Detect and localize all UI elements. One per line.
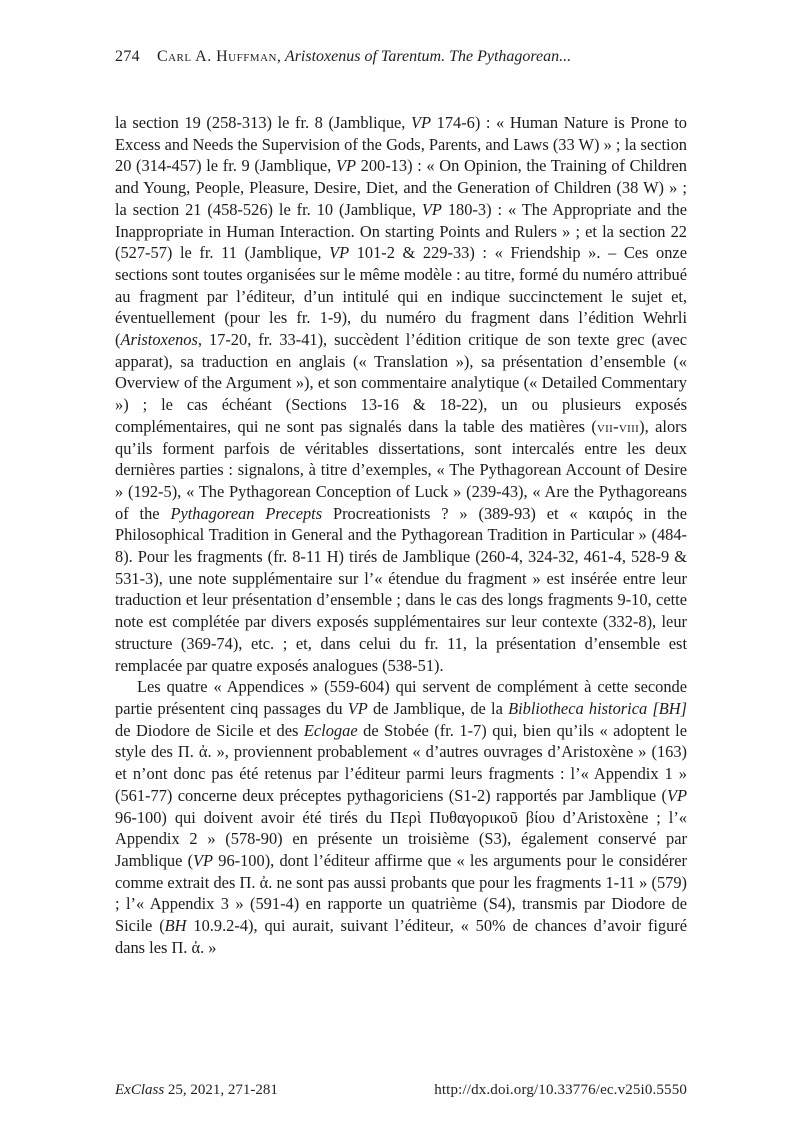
text-segment: ), alors qu’ils forment parfois de véritables dissertations, sont intercalés entre les deux dernières parties : signalons, à titre d’exemples, « The Pythagorean Account of Desire » (192-5), « The Pythagorean Conception of Luck » (239-43), « Are the Pythagoreans of the [115,416,687,523]
text-segment: Procreationists ? » (389-93) et « καιρός in the Philosophical Tradition in General and the Pythagorean Tradition in Particular » (484-8). Pour les fragments (fr. 8-11 H) tirés de Jamblique (260-4, 324-32, 461-4, 528-9 & 531-3), une note supplémentaire sur l’« étendue du fragment » est insérée entre leur traduction et leur présentation d’ensemble ; dans le cas des longs fragments 9-10, cette note est complétée par divers exposés supplémentaires sur leur contexte (332-8), leur structure (369-74), etc. ; et, dans celui du fr. 11, la présentation d’ensemble est remplacée par quatre exposés analogues (538-51). [115,503,687,675]
text-segment: la section 19 (258-313) le fr. 8 (Jamblique, [115,113,411,132]
text-segment: VP [411,113,432,132]
running-head-separator: , [276,48,285,65]
text-segment: de Stobée (fr. 1-7) qui, bien qu’ils « adoptent le style des Π. ἀ. », proviennent probablement « d’autres ouvrages d’Aristoxène » (163) et n’ont donc pas été retenus par l’éditeur parmi leurs fragments : l’« Appendix 1 » (561-77) concerne deux préceptes pythagoriciens (S1-2) rapportés par Jamblique ( [115,720,687,805]
text-segment: 96-100) qui doivent avoir été tirés du Περὶ Πυθαγορικοῦ βίου d’Aristoxène ; l’« Appendix 2 » (578-90) en présente un troisième (S3), également conservé par Jamblique ( [115,807,687,870]
text-segment: VP [329,243,350,263]
text-segment: Eclogae [303,720,358,740]
text-segment: Pythagorean Precepts [170,503,323,523]
paragraph [115,112,687,676]
text-segment: 174-6) : « Human Nature is Prone to Excess and Needs the Supervision of the Gods, Parents, and Laws (33 W) » ; la section 20 (314-457) le fr. 9 (Jamblique, [115,113,687,176]
text-segment: 180-3) : « The Appropriate and the Inappropriate in Human Interaction. On starting Points and Rulers » ; et la section 22 (527-57) le fr. 11 (Jamblique, [115,199,688,263]
text-segment: 101-2 & 229-33) : « Friendship ». – Ces onze sections sont toutes organisées sur le même modèle : au titre, formé du numéro attribué au fragment par l’éditeur, d’un intitulé qui en indique succinctement le sujet et, éventuellement (pour les fr. 1-9), du numéro du fragment dans l’édition Wehrli ( [115,243,687,350]
paragraph [115,676,687,958]
text-segment: Les quatre « Appendices » (559-604) qui servent de complément à cette seconde partie présentent cinq passages du [115,677,687,718]
text-segment: 10.9.2-4), qui aurait, suivant l’éditeur, « 50% de chances d’avoir figuré dans les Π. ἀ. » [115,916,688,957]
doi-link[interactable]: http://dx.doi.org/10.33776/ec.v25i0.5550 [434,1082,687,1098]
text-segment: VP [666,785,687,805]
text-segment: 25, 2021, 271-281 [164,1082,278,1098]
text-segment: 96-100), dont l’éditeur affirme que « les arguments pour le considérer comme extrait des Π. ἀ. ne sont pas aussi probants que pour les fragments 1-11 » (579) ; l’« Appendix 3 » (591-4) en rapporte un quatrième (S4), transmis par Diodore de Sicile ( [115,850,687,936]
text-segment: de Jamblique, de la [367,698,509,718]
text-segment: VP [335,156,356,176]
text-segment: BH [164,916,187,936]
text-segment: de Diodore de Sicile et des [115,720,304,740]
text-segment: VP [421,199,442,219]
running-head-author: Carl A. Huffman [156,48,277,65]
text-segment: VP [347,698,368,718]
text-segment: Bibliotheca historica [BH] [508,698,687,718]
text-segment: 200-13) : « On Opinion, the Training of Children and Young, People, Pleasure, Desire, Diet, and the Generation of Children (38 W) » ; la section 21 (458-526) le fr. 10 (Jamblique, [115,156,687,219]
page-footer [115,1082,687,1099]
text-segment: Aristoxenos [120,330,198,350]
page-number: 274 [115,48,140,65]
text-segment: VP [193,850,214,870]
review-text [115,112,687,958]
journal-citation [115,1082,278,1099]
running-head-title: Aristoxenus of Tarentum. The Pythagorean... [284,48,572,65]
text-segment: ExClass [115,1082,165,1098]
running-head [115,48,687,66]
text-segment: , 17-20, fr. 33-41), succèdent l’édition critique de son texte grec (avec apparat), sa traduction en anglais (« Translation »), sa présentation d’ensemble (« Overview of the Argument »), et son commentaire analytique (« Detailed Commentary ») ; le cas échéant (Sections 13-16 & 18-22), un ou plusieurs exposés complémentaires, qui ne sont pas signalés dans la table des matières ( [115,330,687,436]
text-segment: vii-viii [596,416,640,436]
